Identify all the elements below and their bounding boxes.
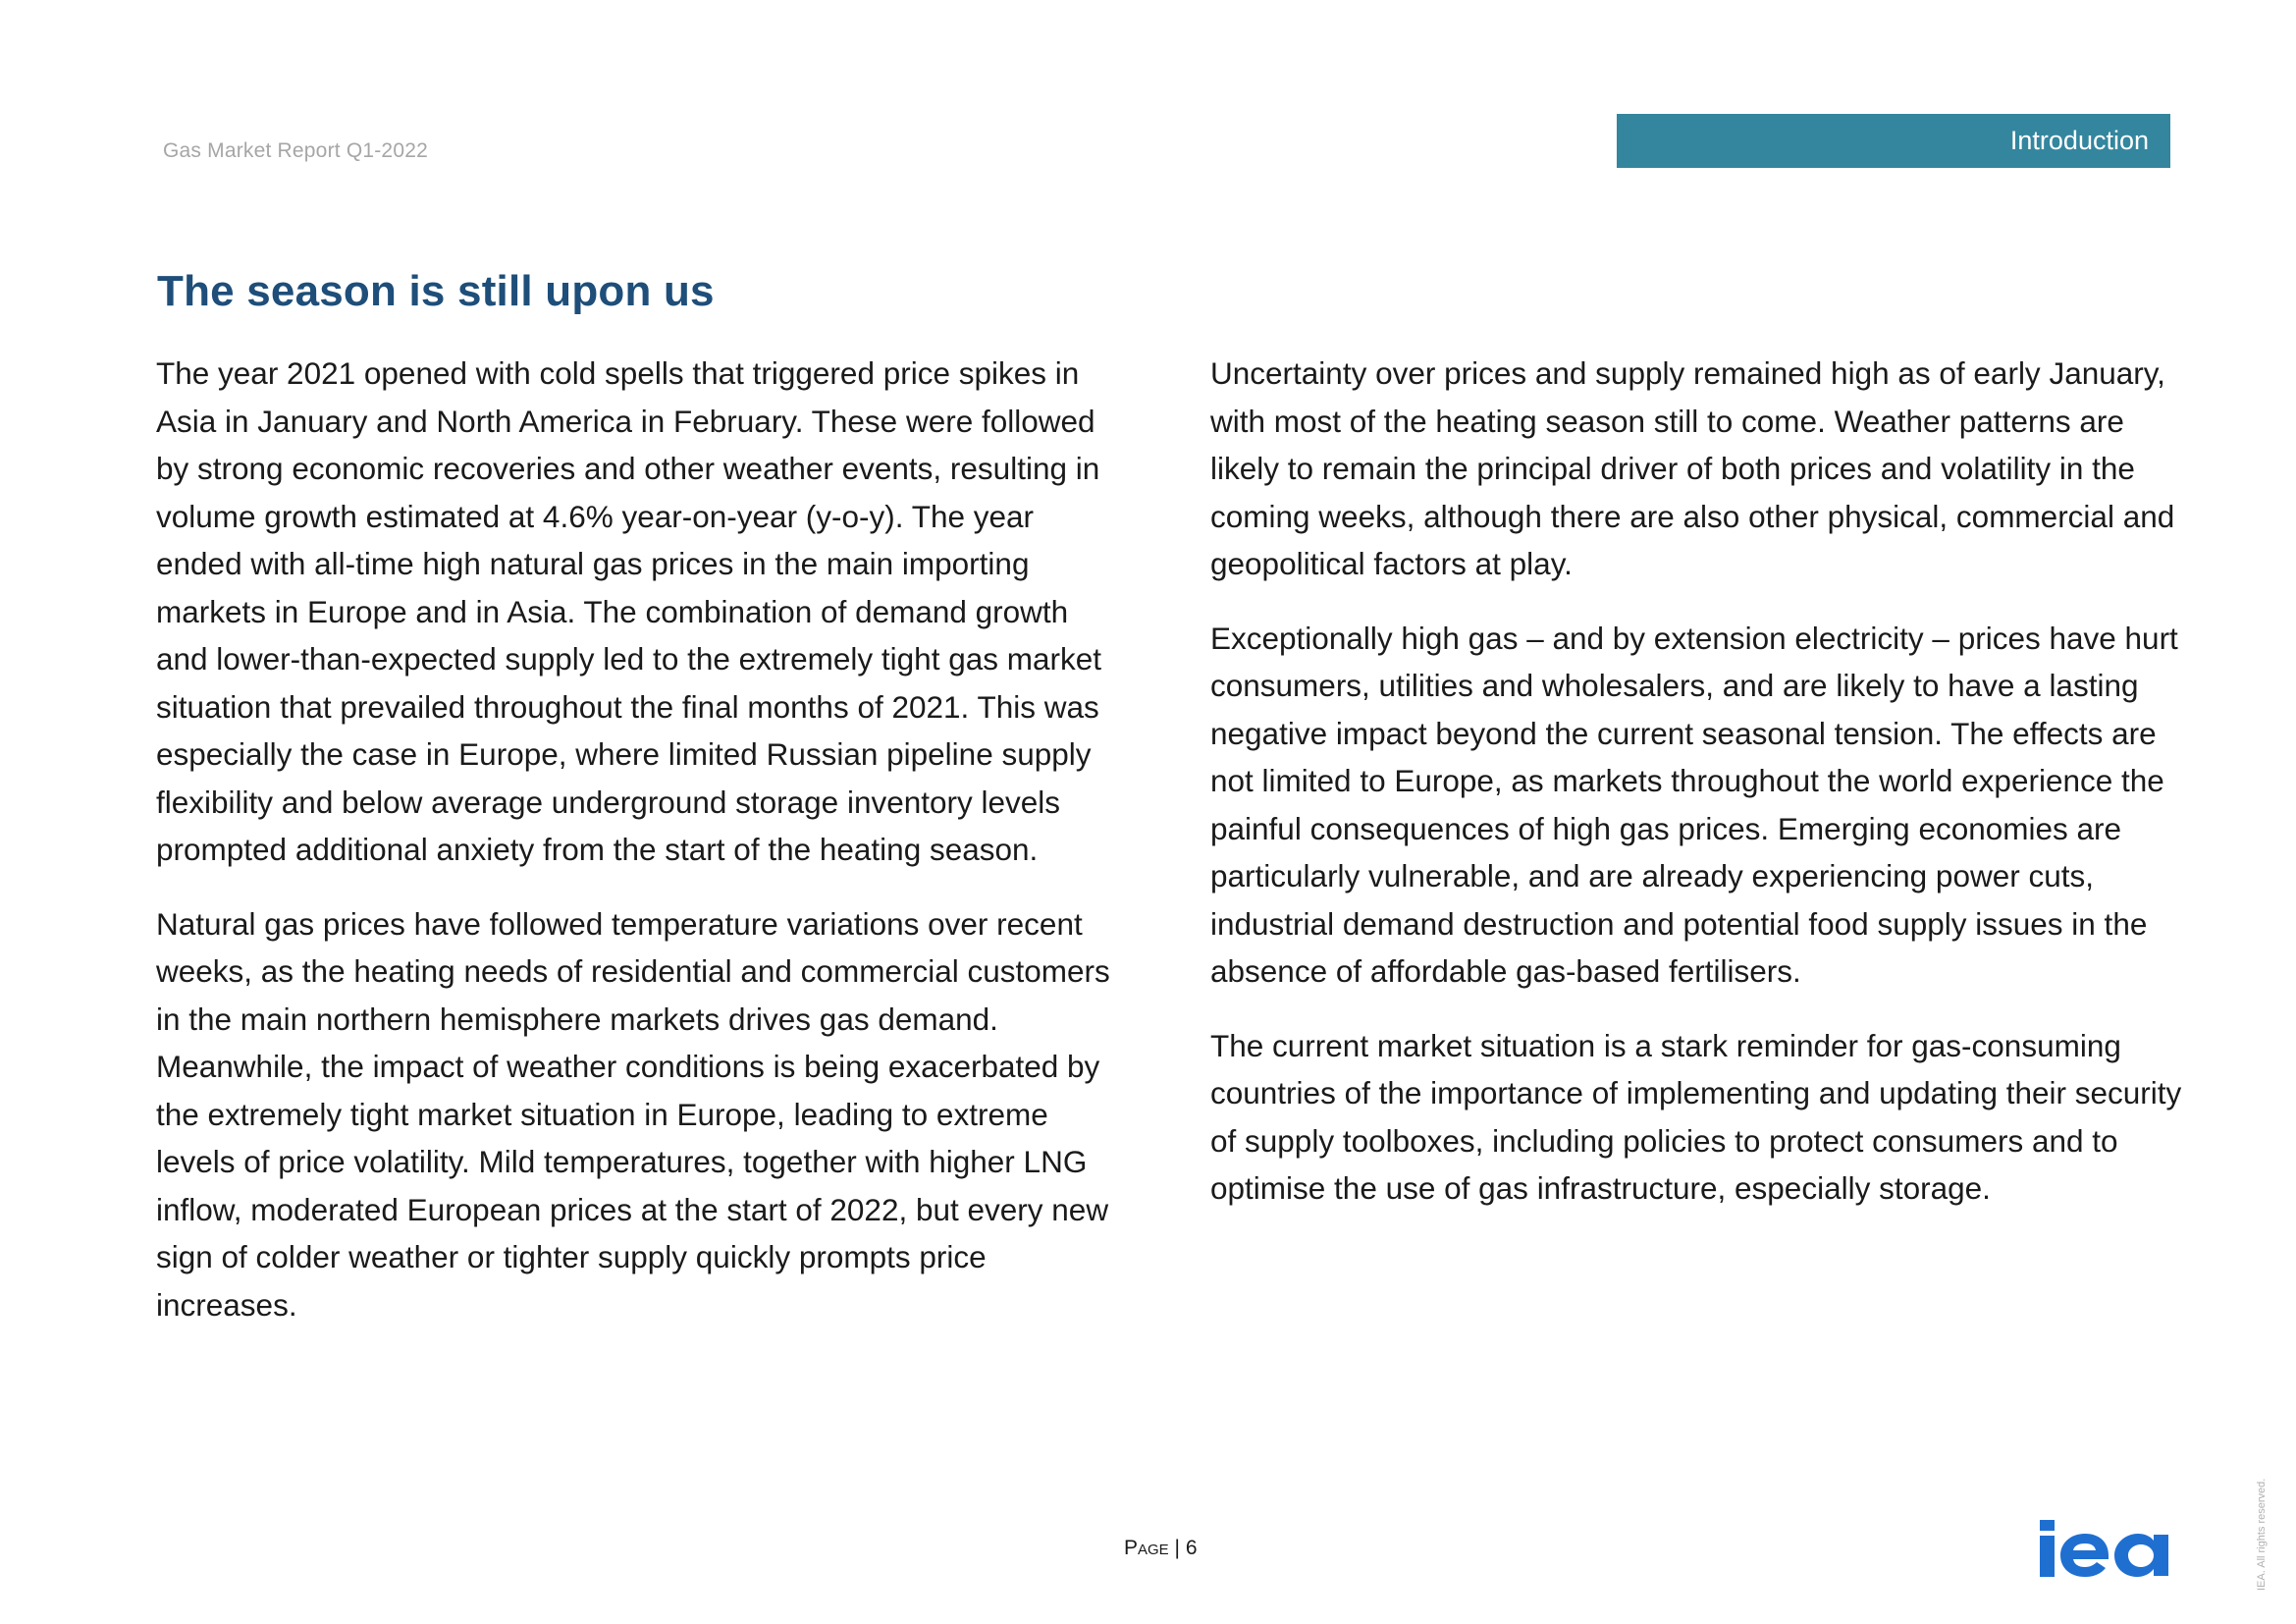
logo-e: [2060, 1534, 2109, 1577]
body-paragraph: Natural gas prices have followed temperature variations over recent weeks, as the heating needs of residential and commercial customers in the main northern hemisphere markets drives gas demand. Meanwhile, the impact of weather conditions is being exacerbated by the extremely tight market situation in Europe, leading to extreme levels of price volatility. Mild temperatures, together with higher LNG inflow, moderated European prices at the start of 2022, but every new sign of colder weather or tighter supply quickly prompts price increases.: [156, 905, 1110, 1323]
left-column: [156, 350, 1123, 1355]
body-paragraph: Exceptionally high gas – and by extension electricity – prices have hurt consumers, utilities and wholesalers, and are likely to have a lasting negative impact beyond the current seasonal tension. The effects are not limited to Europe, as markets throughout the world experience the painful consequences of high gas prices. Emerging economies are particularly vulnerable, and are already experiencing power cuts, industrial demand destruction and potential food supply issues in the absence of affordable gas-based fertilisers.: [1210, 620, 2178, 989]
logo-i-stem: [2040, 1536, 2055, 1577]
report-name: Gas Market Report Q1-2022: [163, 139, 428, 162]
page-title: The season is still upon us: [157, 267, 715, 315]
body-paragraph: The current market situation is a stark reminder for gas-consuming countries of the importance of implementing and updating their security of supply toolboxes, including policies to protect consumers and to optimise the use of gas infrastructure, especially storage.: [1210, 1027, 2182, 1206]
logo-i-dot: [2040, 1520, 2055, 1531]
logo-a: [2114, 1534, 2168, 1577]
right-column: [1210, 350, 2182, 1239]
page-separator: |: [1174, 1537, 1180, 1559]
iea-logo: [2040, 1520, 2170, 1577]
page-number-value: 6: [1185, 1537, 1198, 1559]
rights-notice: IEA. All rights reserved.: [2256, 1478, 2268, 1591]
body-paragraph: Uncertainty over prices and supply remained high as of early January, with most of the heating season still to come. Weather patterns are likely to remain the principal driver of both prices and volatility in the coming weeks, although there are also other physical, commercial and geopolitical factors at play.: [1210, 355, 2175, 581]
body-paragraph: The year 2021 opened with cold spells that triggered price spikes in Asia in January and North America in February. These were followed by strong economic recoveries and other weather events, resulting in volume growth estimated at 4.6% year-on-year (y-o-y). The year ended with all-time high natural gas prices in the main importing markets in Europe and in Asia. The combination of demand growth and lower-than-expected supply led to the extremely tight gas market situation that prevailed throughout the final months of 2021. This was especially the case in Europe, where limited Russian pipeline supply flexibility and below average underground storage inventory levels prompted additional anxiety from the start of the heating season.: [156, 355, 1102, 867]
page-number: [1124, 1537, 1198, 1560]
section-tab-introduction: Introduction: [1617, 114, 2170, 168]
page-label: Page: [1124, 1537, 1169, 1559]
